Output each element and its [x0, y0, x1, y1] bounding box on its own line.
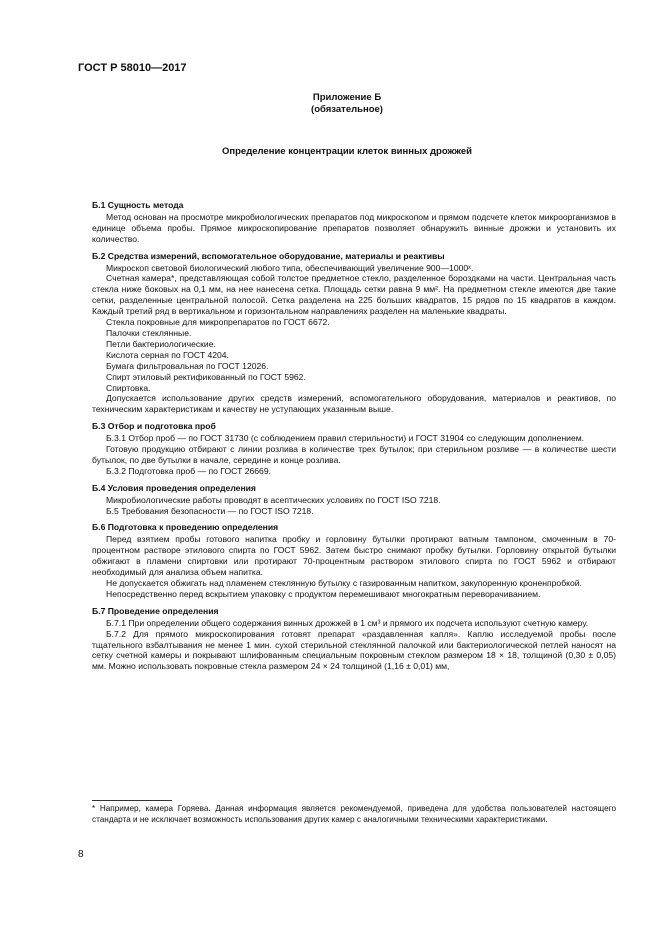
paragraph: Счетная камера*, представляющая собой толстое предметное стекло, разделенное бороздками на части. Центральная часть стекла ниже боковых на 0,1 мм, на нее нанесена сетка. Площадь сетки равна 9 мм². На предметном стекле имеются две такие сетки, разделенные центральной полосой. Сетка разделена на 225 больших квадратов, 15 рядов по 15 квадратов в каждом. Каждый третий ряд в вертикальном и горизонтальном направлениях разделен на маленькие квадраты.	[92, 273, 616, 317]
footnote: * Например, камера Горяева. Данная информация является рекомендуемой, приведена для удобства пользователей настоящего стандарта и не исключает возможность использования других камер с аналогичными техническими характеристиками.	[92, 804, 616, 824]
paragraph: Непосредственно перед вскрытием упаковку с продуктом перемешивают многократным переворачиванием.	[106, 588, 541, 599]
section-heading: Б.3 Отбор и подготовка проб	[92, 421, 216, 432]
paragraph: Спиртовка.	[106, 382, 151, 393]
paragraph: Перед взятием пробы готового напитка пробку и горловину бутылки протирают ватным тампоном, смоченным в 70-процентном растворе этилового спирта по ГОСТ 5962. Затем быстро снимают пробку бутылки. Горловину открытой бутылки обжигают в пламени спиртовки или протирают 70-процентным раствором этилового спирта по ГОСТ 5962 и отбирают необходимый для анализа объем напитка.	[92, 534, 616, 578]
paragraph: Спирт этиловый ректификованный по ГОСТ 5962.	[106, 371, 306, 382]
paragraph: Бумага фильтровальная по ГОСТ 12026.	[106, 360, 269, 371]
document-title: Определение концентрации клеток винных дрожжей	[222, 146, 472, 157]
paragraph: Б.3.2 Подготовка проб — по ГОСТ 26669.	[106, 465, 272, 476]
paragraph: Допускается использование других средств измерений, вспомогательного оборудования, материалов и реактивов, по техническим характеристикам и качеству не уступающих указанным выше.	[92, 393, 616, 415]
section-heading: Б.4 Условия проведения определения	[92, 482, 256, 493]
document-body	[92, 196, 616, 672]
paragraph: Б.3.1 Отбор проб — по ГОСТ 31730 (с соблюдением правил стерильности) и ГОСТ 31904 со следующим дополнением.	[106, 433, 585, 444]
paragraph: Микробиологические работы проводят в асептических условиях по ГОСТ ISO 7218.	[106, 494, 441, 505]
paragraph: Палочки стеклянные.	[106, 327, 192, 338]
paragraph: Б.7.2 Для прямого микроскопирования готовят препарат «раздавленная капля». Каплю исследуемой пробы после тщательного взбалтывания не менее 1 мин. сухой стерильной стеклянной палочкой или бактериологической петлей наносят на сетку счетной камеры и покрывают шлифованным специальным покровным стеклом размером 18 × 18, толщиной (0,30 ± 0,05) мм. Можно использовать покровные стекла размером 24 × 24 толщиной (1,16 ± 0,01) мм,	[92, 628, 616, 672]
appendix-status: (обязательное)	[311, 104, 383, 115]
paragraph: Кислота серная по ГОСТ 4204.	[106, 349, 229, 360]
footnote-divider	[92, 800, 172, 801]
appendix-title: Приложение Б	[312, 92, 382, 103]
page-number: 8	[78, 849, 84, 860]
paragraph: Метод основан на просмотре микробиологических препаратов под микроскопом и прямом подсчете клеток микроорганизмов в единице объема пробы. Прямое микроскопирование препаратов позволяет обнаружить винные дрожжи и установить их количество.	[92, 211, 616, 244]
paragraph: Петли бактериологические.	[106, 338, 216, 349]
paragraph: Не допускается обжигать над пламенем стеклянную бутылку с газированным напитком, закупоренную кроненпробкой.	[106, 578, 582, 588]
paragraph: Микроскоп световой биологический любого типа, обеспечивающий увеличение 900—1000ˣ.	[106, 262, 474, 273]
section-heading: Б.2 Средства измерений, вспомогательное оборудование, материалы и реактивы	[92, 250, 445, 261]
paragraph: Б.7.1 При определении общего содержания винных дрожжей в 1 см³ и прямого их подсчета используют счетную камеру.	[106, 617, 589, 628]
section-heading: Б.7 Проведение определения	[92, 605, 219, 616]
section-heading: Б.1 Сущность метода	[92, 200, 184, 210]
paragraph: Б.5 Требования безопасности — по ГОСТ ISO 7218.	[106, 505, 314, 516]
paragraph: Готовую продукцию отбирают с линии розлива в количестве трех бутылок; при стерильном розливе — в количестве шести бутылок, по две бутылки в начале, середине и конце розлива.	[92, 444, 616, 465]
paragraph: Стекла покровные для микропрепаратов по ГОСТ 6672.	[106, 317, 330, 328]
section-heading: Б.6 Подготовка к проведению определения	[92, 522, 279, 533]
standard-code: ГОСТ Р 58010—2017	[78, 62, 187, 74]
